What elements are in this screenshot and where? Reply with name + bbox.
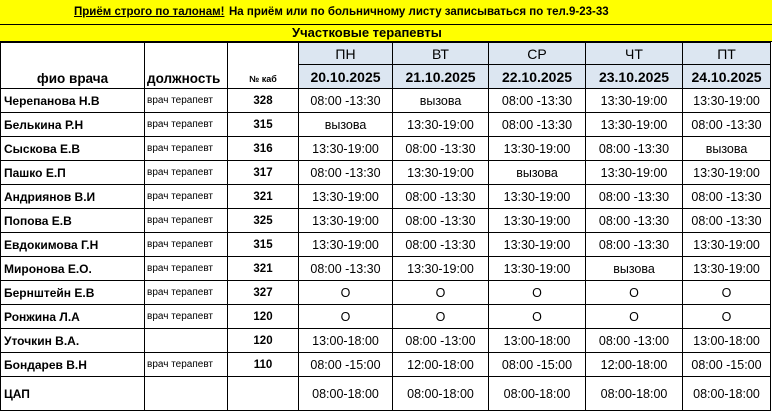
slot-cell-wed: О	[489, 305, 586, 329]
slot-cell-wed: 08:00-18:00	[489, 377, 586, 411]
table-row	[1, 281, 771, 305]
slot-cell-tue: 08:00 -13:30	[393, 137, 489, 161]
slot-cell-fri: 08:00 -15:00	[683, 353, 771, 377]
table-row	[1, 233, 771, 257]
slot-cell-wed: 13:30-19:00	[489, 233, 586, 257]
slot-cell-wed: О	[489, 281, 586, 305]
header-row-days	[1, 43, 771, 65]
slot-cell-tue: О	[393, 305, 489, 329]
doctor-name-cell: Бернштейн Е.В	[1, 281, 145, 305]
slot-cell-fri: 08:00 -13:30	[683, 113, 771, 137]
slot-cell-wed: 13:00-18:00	[489, 329, 586, 353]
slot-cell-fri: 08:00 -13:30	[683, 209, 771, 233]
header-day-mon: ПН	[299, 43, 393, 65]
slot-cell-fri: 13:00-18:00	[683, 329, 771, 353]
position-cell: врач терапевт	[145, 353, 228, 377]
slot-cell-thu: 13:30-19:00	[586, 89, 683, 113]
header-day-wed: СР	[489, 43, 586, 65]
slot-cell-thu: 08:00 -13:30	[586, 233, 683, 257]
room-cell: 120	[228, 305, 299, 329]
table-row	[1, 89, 771, 113]
slot-cell-tue: 08:00 -13:30	[393, 185, 489, 209]
doctor-name-cell: Андриянов В.И	[1, 185, 145, 209]
table-row	[1, 137, 771, 161]
slot-cell-tue: О	[393, 281, 489, 305]
slot-cell-tue: 08:00 -13:00	[393, 329, 489, 353]
schedule-table	[0, 42, 771, 411]
header-date-tue: 21.10.2025	[393, 65, 489, 89]
slot-cell-mon: О	[299, 281, 393, 305]
slot-cell-fri: О	[683, 305, 771, 329]
slot-cell-thu: вызова	[586, 257, 683, 281]
slot-cell-fri: 13:30-19:00	[683, 233, 771, 257]
position-cell: врач терапевт	[145, 185, 228, 209]
slot-cell-tue: 13:30-19:00	[393, 257, 489, 281]
slot-cell-tue: 08:00 -13:30	[393, 209, 489, 233]
position-cell: врач терапевт	[145, 209, 228, 233]
position-cell: врач терапевт	[145, 233, 228, 257]
slot-cell-wed: 13:30-19:00	[489, 257, 586, 281]
room-cell	[228, 377, 299, 411]
slot-cell-fri: О	[683, 281, 771, 305]
slot-cell-mon: О	[299, 305, 393, 329]
slot-cell-tue: 08:00-18:00	[393, 377, 489, 411]
room-cell: 328	[228, 89, 299, 113]
table-row	[1, 353, 771, 377]
slot-cell-thu: 08:00 -13:30	[586, 209, 683, 233]
slot-cell-tue: 13:30-19:00	[393, 113, 489, 137]
slot-cell-wed: 13:30-19:00	[489, 137, 586, 161]
slot-cell-wed: 13:30-19:00	[489, 209, 586, 233]
slot-cell-fri: 08:00 -13:30	[683, 185, 771, 209]
doctor-name-cell: Ронжина Л.А	[1, 305, 145, 329]
position-cell: врач терапевт	[145, 137, 228, 161]
slot-cell-mon: 08:00-18:00	[299, 377, 393, 411]
doctor-name-cell: Миронова Е.О.	[1, 257, 145, 281]
header-date-mon: 20.10.2025	[299, 65, 393, 89]
room-cell: 110	[228, 353, 299, 377]
header-day-tue: ВТ	[393, 43, 489, 65]
table-row	[1, 161, 771, 185]
doctor-name-cell: Евдокимова Г.Н	[1, 233, 145, 257]
slot-cell-thu: 12:00-18:00	[586, 353, 683, 377]
slot-cell-fri: 08:00-18:00	[683, 377, 771, 411]
position-cell: врач терапевт	[145, 305, 228, 329]
slot-cell-thu: 13:30-19:00	[586, 161, 683, 185]
doctor-name-cell: Уточкин В.А.	[1, 329, 145, 353]
slot-cell-mon: 08:00 -13:30	[299, 257, 393, 281]
slot-cell-thu: О	[586, 305, 683, 329]
slot-cell-thu: 08:00 -13:30	[586, 137, 683, 161]
room-cell: 315	[228, 113, 299, 137]
slot-cell-mon: 08:00 -15:00	[299, 353, 393, 377]
slot-cell-wed: 08:00 -13:30	[489, 89, 586, 113]
slot-cell-tue: вызова	[393, 89, 489, 113]
header-room: № каб	[228, 43, 299, 89]
room-cell: 321	[228, 257, 299, 281]
slot-cell-thu: 13:30-19:00	[586, 113, 683, 137]
slot-cell-thu: 08:00 -13:30	[586, 185, 683, 209]
header-day-thu: ЧТ	[586, 43, 683, 65]
header-date-fri: 24.10.2025	[683, 65, 771, 89]
slot-cell-mon: 13:00-18:00	[299, 329, 393, 353]
header-doctor-name: фио врача	[1, 43, 145, 89]
notice-text: На приём или по больничному листу записываться по тел.9-23-33	[229, 6, 609, 18]
table-row	[1, 305, 771, 329]
slot-cell-fri: 13:30-19:00	[683, 257, 771, 281]
notice-underlined: Приём строго по талонам!	[74, 6, 225, 18]
room-cell: 120	[228, 329, 299, 353]
room-cell: 327	[228, 281, 299, 305]
position-cell: врач терапевт	[145, 281, 228, 305]
table-row	[1, 329, 771, 353]
room-cell: 317	[228, 161, 299, 185]
header-date-wed: 22.10.2025	[489, 65, 586, 89]
slot-cell-thu: 08:00-18:00	[586, 377, 683, 411]
slot-cell-mon: вызова	[299, 113, 393, 137]
header-date-thu: 23.10.2025	[586, 65, 683, 89]
position-cell: врач терапевт	[145, 113, 228, 137]
header-day-fri: ПТ	[683, 43, 771, 65]
notice-banner	[0, 0, 772, 25]
table-body	[1, 89, 771, 411]
table-row	[1, 257, 771, 281]
position-cell	[145, 377, 228, 411]
table-header	[1, 43, 771, 89]
room-cell: 315	[228, 233, 299, 257]
header-position: должность	[145, 43, 228, 89]
position-cell: врач терапевт	[145, 89, 228, 113]
slot-cell-fri: 13:30-19:00	[683, 89, 771, 113]
doctor-name-cell: Бондарев В.Н	[1, 353, 145, 377]
slot-cell-wed: 08:00 -13:30	[489, 113, 586, 137]
slot-cell-mon: 13:30-19:00	[299, 209, 393, 233]
slot-cell-tue: 13:30-19:00	[393, 161, 489, 185]
doctor-name-cell: Черепанова Н.В	[1, 89, 145, 113]
position-cell	[145, 329, 228, 353]
table-row	[1, 113, 771, 137]
slot-cell-mon: 13:30-19:00	[299, 233, 393, 257]
room-cell: 316	[228, 137, 299, 161]
slot-cell-wed: вызова	[489, 161, 586, 185]
section-title: Участковые терапевты	[292, 25, 442, 40]
room-cell: 325	[228, 209, 299, 233]
slot-cell-wed: 13:30-19:00	[489, 185, 586, 209]
table-row	[1, 209, 771, 233]
slot-cell-thu: О	[586, 281, 683, 305]
table-row	[1, 185, 771, 209]
slot-cell-mon: 08:00 -13:30	[299, 89, 393, 113]
position-cell: врач терапевт	[145, 161, 228, 185]
doctor-name-cell: Сыскова Е.В	[1, 137, 145, 161]
room-cell: 321	[228, 185, 299, 209]
slot-cell-tue: 08:00 -13:30	[393, 233, 489, 257]
doctor-name-cell: ЦАП	[1, 377, 145, 411]
slot-cell-tue: 12:00-18:00	[393, 353, 489, 377]
slot-cell-mon: 13:30-19:00	[299, 185, 393, 209]
slot-cell-mon: 13:30-19:00	[299, 137, 393, 161]
doctor-name-cell: Пашко Е.П	[1, 161, 145, 185]
slot-cell-fri: 13:30-19:00	[683, 161, 771, 185]
slot-cell-fri: вызова	[683, 137, 771, 161]
slot-cell-thu: 08:00 -13:00	[586, 329, 683, 353]
slot-cell-wed: 08:00 -15:00	[489, 353, 586, 377]
position-cell: врач терапевт	[145, 257, 228, 281]
doctor-name-cell: Попова Е.В	[1, 209, 145, 233]
section-title-bar	[0, 25, 772, 42]
table-row	[1, 377, 771, 411]
doctor-name-cell: Белькина Р.Н	[1, 113, 145, 137]
slot-cell-mon: 08:00 -13:30	[299, 161, 393, 185]
